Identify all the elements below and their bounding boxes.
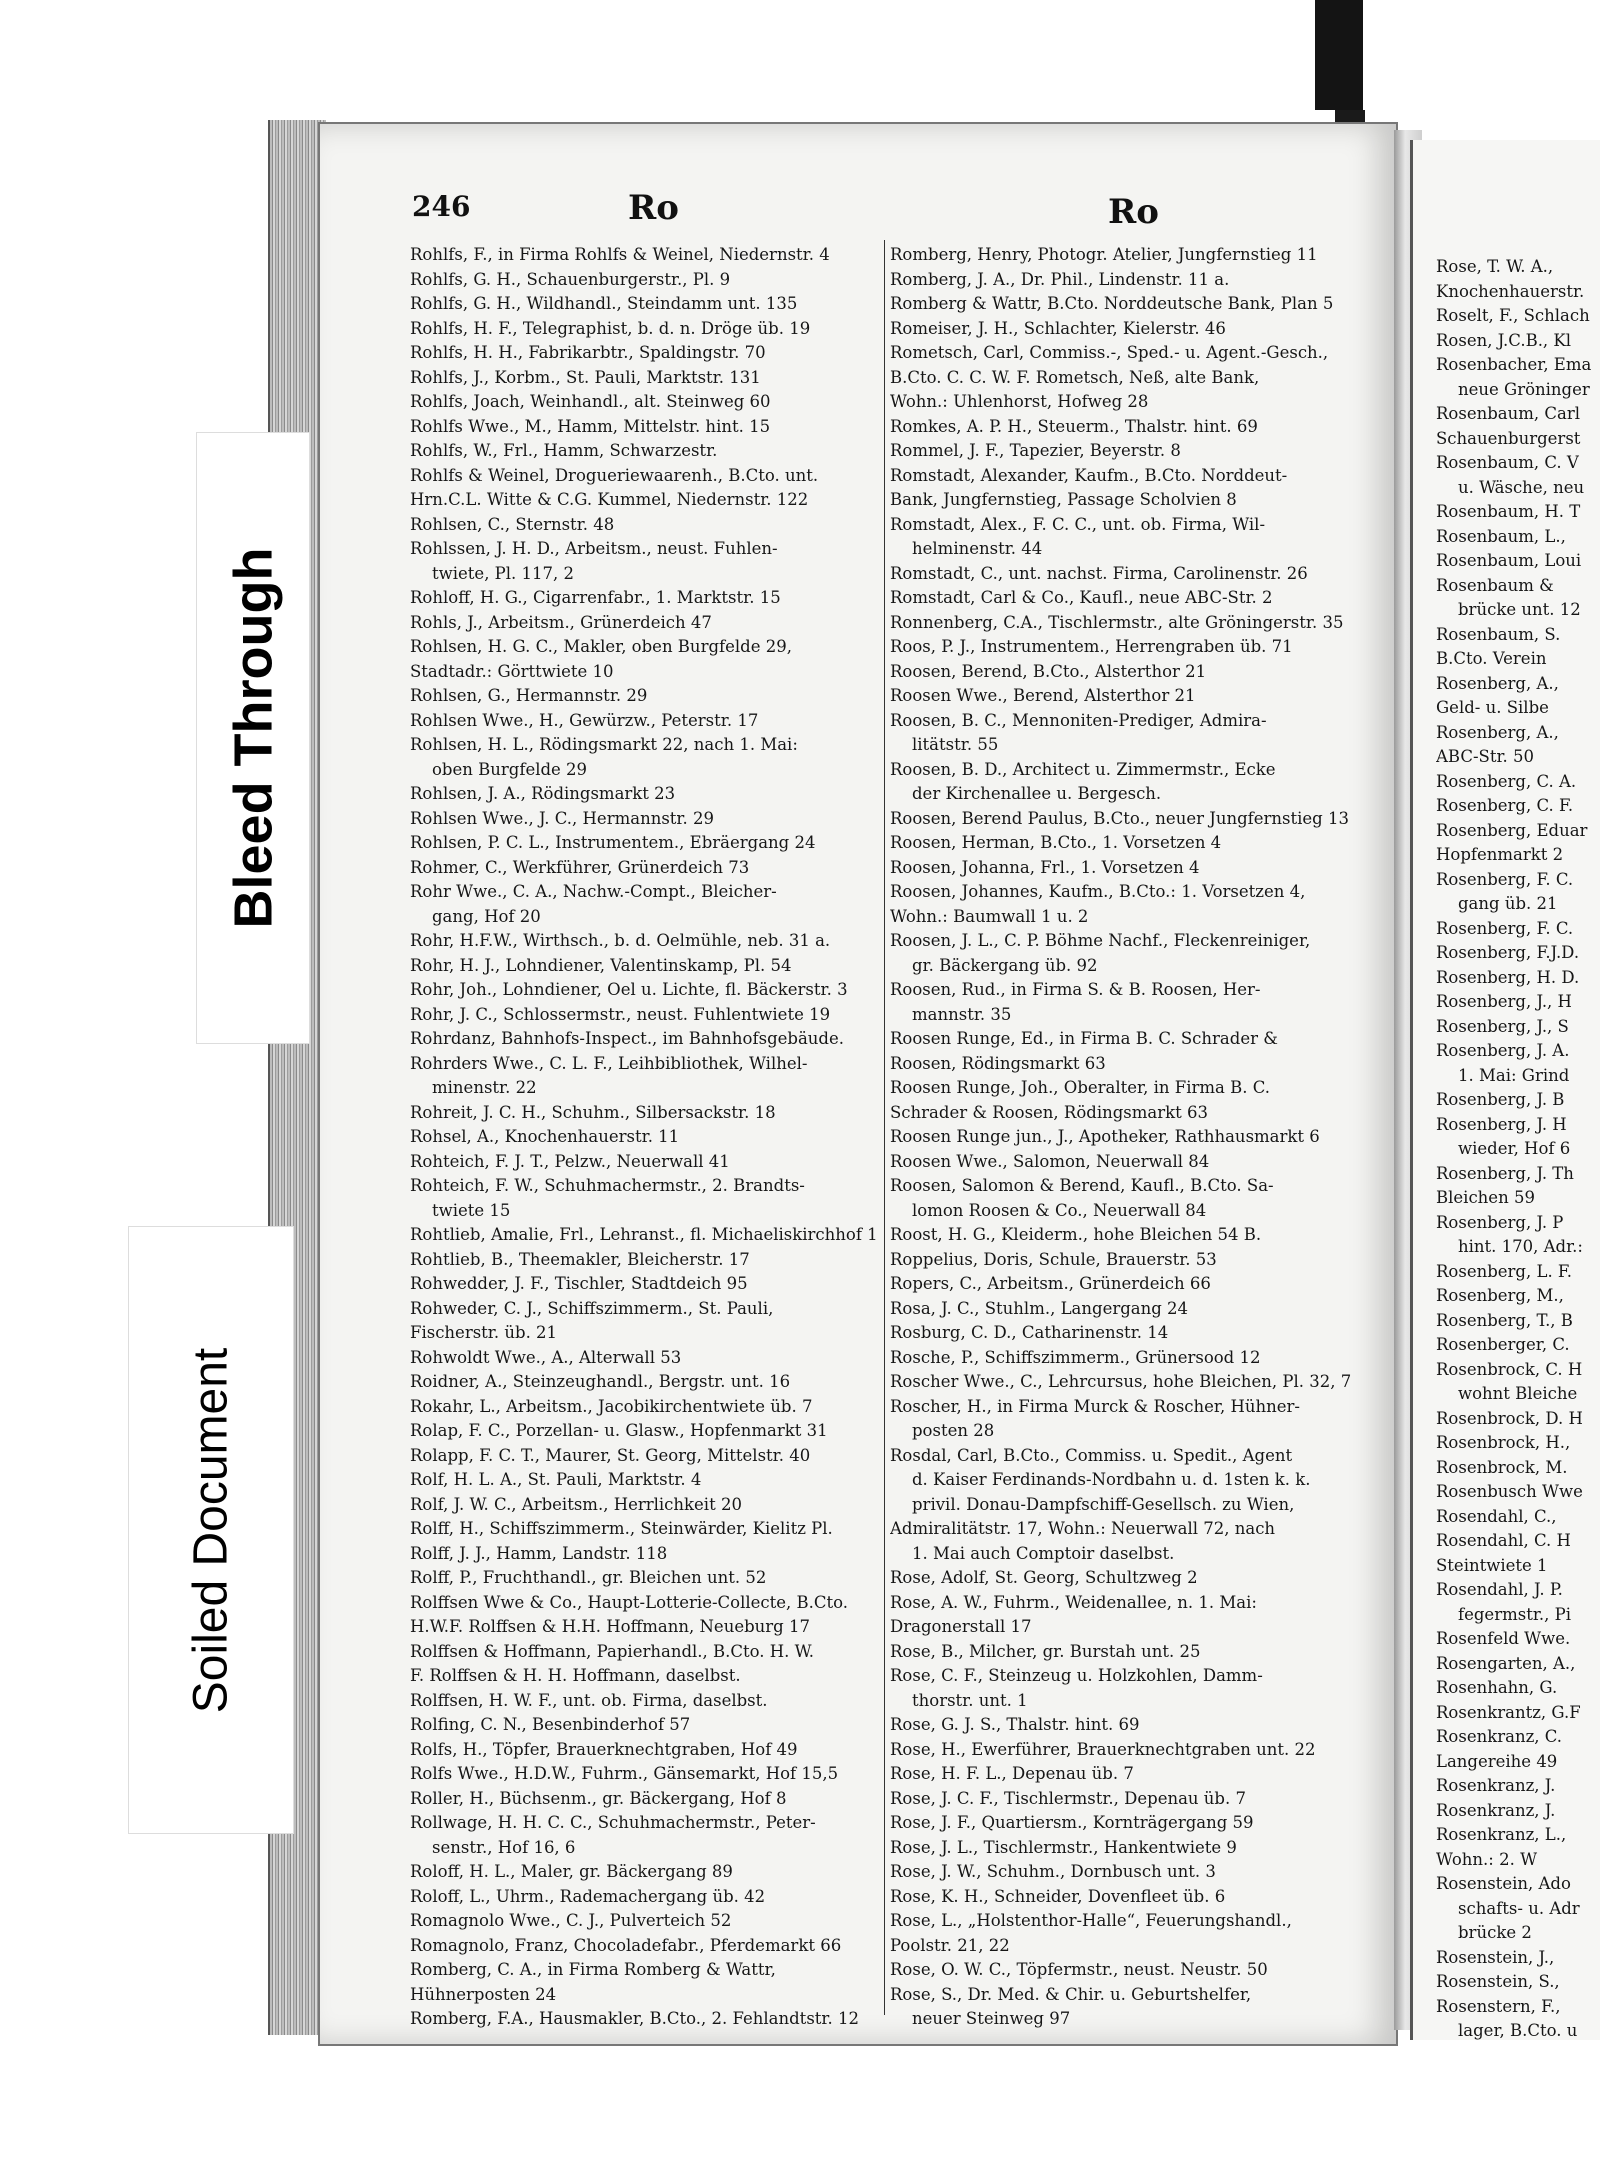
directory-entry: Romberg, F.A., Hausmakler, B.Cto., 2. Fehlandtstr. 12: [410, 2009, 859, 2028]
directory-entry: Ronnenberg, C.A., Tischlermstr., alte Gröningerstr. 35: [890, 612, 1344, 632]
directory-entry: Rolapp, F. C. T., Maurer, St. Georg, Mittelstr. 40: [410, 1445, 811, 1465]
scanner-border: [1315, 0, 1363, 110]
directory-entry: Rohsel, A., Knochenhauerstr. 11: [410, 1127, 680, 1146]
directory-entry: Romberg & Wattr, B.Cto. Norddeutsche Bank, Plan 5: [890, 294, 1334, 313]
directory-entry: 1. Mai auch Comptoir daselbst.: [912, 1543, 1175, 1563]
bleed-through-label: [196, 432, 310, 1044]
directory-entry: Rosenberg, J. H: [1436, 1114, 1567, 1134]
directory-entry: mannstr. 35: [912, 1004, 1012, 1024]
directory-entry: Roosen, Johannes, Kaufm., B.Cto.: 1. Vorsetzen 4,: [890, 882, 1306, 901]
directory-entry: 1. Mai: Grind: [1458, 1065, 1570, 1085]
directory-entry: Rosenbaum, L.,: [1436, 526, 1566, 546]
directory-entry: schafts- u. Adr: [1458, 1898, 1580, 1918]
directory-entry: Rosenberger, C.: [1436, 1335, 1570, 1354]
directory-entry: Rohlsen Wwe., J. C., Hermannstr. 29: [410, 808, 714, 828]
directory-entry: Rosenberg, J. A.: [1436, 1041, 1570, 1060]
directory-entry: Rosenbaum, Loui: [1436, 551, 1582, 570]
directory-entry: Rohlfs, Joach, Weinhandl., alt. Steinweg 60: [410, 392, 771, 411]
directory-entry: Rohlfs, J., Korbm., St. Pauli, Marktstr. 131: [410, 367, 761, 387]
directory-entry: Rosenbrock, H.,: [1436, 1433, 1571, 1452]
directory-entry: Wohn.: 2. W: [1436, 1849, 1538, 1869]
directory-entry: Rometsch, Carl, Commiss.-, Sped.- u. Agent.-Gesch.,: [890, 343, 1329, 362]
directory-entry: twiete, Pl. 117, 2: [432, 563, 575, 583]
directory-entry: gang, Hof 20: [432, 906, 541, 926]
directory-entry: Schrader & Roosen, Rödingsmarkt 63: [890, 1102, 1209, 1122]
directory-entry: Rosenbrock, D. H: [1436, 1408, 1583, 1428]
directory-entry: Rosenberg, M.,: [1436, 1286, 1564, 1305]
directory-entry: Rosenkranz, L.,: [1436, 1825, 1567, 1844]
directory-entry: Rosenbaum, H. T: [1436, 502, 1581, 521]
directory-entry: Rohrders Wwe., C. L. F., Leihbibliothek, Wilhel-: [410, 1053, 808, 1073]
directory-entry: Roosen, Salomon & Berend, Kaufl., B.Cto. Sa-: [890, 1176, 1274, 1195]
directory-entry: Rohr, H.F.W., Wirthsch., b. d. Oelmühle, neb. 31 a.: [410, 931, 831, 950]
directory-entry: Rose, B., Milcher, gr. Burstah unt. 25: [890, 1641, 1201, 1661]
directory-entry: Roosen, Berend, B.Cto., Alsterthor 21: [890, 661, 1207, 681]
directory-entry: Rohteich, F. J. T., Pelzw., Neuerwall 41: [410, 1151, 730, 1171]
right-column-header: Ro: [1108, 192, 1159, 232]
directory-entry: Rosenberg, F. C.: [1436, 869, 1574, 889]
directory-entry: Rohtlieb, B., Theemakler, Bleicherstr. 17: [410, 1249, 750, 1269]
directory-entry: Rolff, J. J., Hamm, Landstr. 118: [410, 1543, 668, 1563]
directory-entry: Ropers, C., Arbeitsm., Grünerdeich 66: [890, 1274, 1211, 1293]
directory-entry: Rolff, H., Schiffszimmerm., Steinwärder, Kielitz Pl.: [410, 1519, 833, 1538]
directory-entry: Rohtlieb, Amalie, Frl., Lehranst., fl. Michaeliskirchhof 1: [410, 1225, 878, 1244]
directory-entry: H.W.F. Rolffsen & H.H. Hoffmann, Neueburg 17: [410, 1617, 810, 1636]
directory-entry: Geld- u. Silbe: [1436, 698, 1549, 717]
directory-entry: gang üb. 21: [1458, 894, 1558, 913]
directory-entry: Rosenberg, J. Th: [1436, 1163, 1574, 1183]
directory-entry: Rosburg, C. D., Catharinenstr. 14: [890, 1323, 1169, 1342]
directory-entry: posten 28: [912, 1421, 995, 1440]
directory-entry: Rosenkranz, J.: [1436, 1800, 1556, 1820]
directory-entry: Roost, H. G., Kleiderm., hohe Bleichen 54 B.: [890, 1225, 1262, 1244]
directory-entry: Rohr Wwe., C. A., Nachw.-Compt., Bleicher-: [410, 882, 777, 901]
directory-entry: Romstadt, Alex., F. C. C., unt. ob. Firma, Wil-: [890, 514, 1266, 534]
directory-entry: Roosen, B. C., Mennoniten-Prediger, Admira-: [890, 710, 1267, 730]
directory-entry: Hopfenmarkt 2: [1436, 845, 1564, 864]
directory-entry: Romagnolo Wwe., C. J., Pulverteich 52: [410, 1911, 732, 1930]
directory-entry: Rose, H. F. L., Depenau üb. 7: [890, 1764, 1134, 1783]
directory-entry: Roppelius, Doris, Schule, Brauerstr. 53: [890, 1249, 1217, 1269]
directory-entry: Rolffsen Wwe & Co., Haupt-Lotterie-Collecte, B.Cto.: [410, 1592, 849, 1612]
directory-entry: Rosenberg, Eduar: [1436, 820, 1588, 840]
directory-entry: Wohn.: Uhlenhorst, Hofweg 28: [890, 392, 1149, 411]
directory-entry: Romkes, A. P. H., Steuerm., Thalstr. hint. 69: [890, 416, 1258, 436]
directory-entry: Romberg, C. A., in Firma Romberg & Wattr,: [410, 1960, 776, 1979]
directory-entry: Rosenberg, C. F.: [1436, 796, 1574, 815]
directory-entry: Rosendahl, J. P.: [1436, 1580, 1563, 1599]
directory-entry: Rohlfs & Weinel, Drogueriewaarenh., B.Cto. unt.: [410, 465, 819, 485]
directory-entry: wohnt Bleiche: [1458, 1384, 1578, 1403]
directory-entry: Rohr, H. J., Lohndiener, Valentinskamp, Pl. 54: [410, 955, 792, 975]
directory-entry: Rolff, P., Fruchthandl., gr. Bleichen unt. 52: [410, 1568, 767, 1587]
directory-entry: Rosenbaum, Carl: [1436, 404, 1581, 423]
directory-entry: Rose, Adolf, St. Georg, Schultzweg 2: [890, 1568, 1198, 1587]
left-column-header: Ro: [628, 188, 679, 228]
directory-entry: Rohlsen, C., Sternstr. 48: [410, 514, 615, 534]
directory-entry: Rosenberg, J. B: [1436, 1090, 1565, 1109]
directory-entry: Rose, K. H., Schneider, Dovenfleet üb. 6: [890, 1886, 1226, 1906]
directory-entry: Romberg, Henry, Photogr. Atelier, Jungfernstieg 11: [890, 245, 1318, 264]
directory-entry: senstr., Hof 16, 6: [432, 1837, 576, 1857]
directory-entry: Roscher Wwe., C., Lehrcursus, hohe Bleichen, Pl. 32, 7: [890, 1372, 1352, 1391]
directory-entry: Rosendahl, C. H: [1436, 1531, 1571, 1550]
directory-entry: Rohlsen Wwe., H., Gewürzw., Peterstr. 17: [410, 710, 759, 730]
directory-entry: litätstr. 55: [912, 735, 999, 754]
directory-entry: Wohn.: Baumwall 1 u. 2: [890, 906, 1089, 926]
directory-entry: Rose, T. W. A.,: [1436, 257, 1554, 276]
directory-entry: Rolap, F. C., Porzellan- u. Glasw., Hopfenmarkt 31: [410, 1421, 828, 1440]
directory-entry: Rohlfs, W., Frl., Hamm, Schwarzestr.: [410, 441, 718, 460]
directory-entry: Rose, L., „Holstenthor-Halle“, Feuerungshandl.,: [890, 1911, 1292, 1930]
directory-entry: Rose, J. L., Tischlermstr., Hankentwiete 9: [890, 1837, 1237, 1857]
directory-entry: Rose, H., Ewerführer, Brauerknechtgraben unt. 22: [890, 1739, 1316, 1759]
directory-entry: Rosenberg, J., S: [1436, 1016, 1569, 1036]
directory-entry: Rosenkrantz, G.F: [1436, 1702, 1581, 1722]
directory-entry: Romstadt, C., unt. nachst. Firma, Carolinenstr. 26: [890, 563, 1308, 583]
directory-entry: Rosenberg, H. D.: [1436, 967, 1580, 987]
directory-entry: Rohweder, C. J., Schiffszimmerm., St. Pauli,: [410, 1298, 774, 1318]
directory-entry: Rohmer, C., Werkführer, Grünerdeich 73: [410, 857, 750, 877]
directory-entry: Rosdal, Carl, B.Cto., Commiss. u. Spedit., Agent: [890, 1445, 1293, 1465]
directory-entry: twiete 15: [432, 1200, 511, 1220]
directory-entry: Rose, C. F., Steinzeug u. Holzkohlen, Damm-: [890, 1666, 1263, 1685]
directory-entry: B.Cto. C. C. W. F. Rometsch, Neß, alte Bank,: [890, 367, 1260, 387]
directory-entry: Rohlsen, G., Hermannstr. 29: [410, 686, 648, 705]
directory-entry: lomon Roosen & Co., Neuerwall 84: [912, 1200, 1207, 1220]
directory-entry: Rose, J. W., Schuhm., Dornbusch unt. 3: [890, 1862, 1216, 1881]
directory-entry: Dragonerstall 17: [890, 1617, 1032, 1636]
directory-entry: Rohlssen, J. H. D., Arbeitsm., neust. Fuhlen-: [410, 539, 778, 558]
directory-entry: Romagnolo, Franz, Chocoladefabr., Pferdemarkt 66: [410, 1935, 842, 1955]
directory-entry: Admiralitätstr. 17, Wohn.: Neuerwall 72, nach: [890, 1519, 1276, 1538]
directory-entry: Rosenhahn, G.: [1436, 1678, 1558, 1697]
directory-entry: Roosen, Rud., in Firma S. & B. Roosen, Her-: [890, 980, 1261, 999]
directory-entry: Rosche, P., Schiffszimmerm., Grünersood 12: [890, 1347, 1261, 1367]
directory-entry: Rosenbrock, M.: [1436, 1457, 1568, 1477]
directory-entry: Fischerstr. üb. 21: [410, 1323, 558, 1342]
directory-entry: Rosengarten, A.,: [1436, 1653, 1576, 1673]
directory-entry: Roller, H., Büchsenm., gr. Bäckergang, Hof 8: [410, 1788, 787, 1808]
directory-entry: Rose, A. W., Fuhrm., Weidenallee, n. 1. Mai:: [890, 1592, 1257, 1612]
directory-entry: Rosenstern, F.,: [1436, 1996, 1561, 2016]
directory-entry: Rosenberg, F.J.D.: [1436, 943, 1580, 962]
directory-entry: Rolf, H. L. A., St. Pauli, Marktstr. 4: [410, 1470, 702, 1489]
directory-entry: Roos, P. J., Instrumentem., Herrengraben üb. 71: [890, 637, 1293, 656]
directory-entry: Rolfing, C. N., Besenbinderhof 57: [410, 1715, 691, 1734]
directory-entry: Rolf, J. W. C., Arbeitsm., Herrlichkeit 20: [410, 1494, 742, 1514]
directory-entry: Rosenberg, F. C.: [1436, 918, 1574, 938]
directory-entry: Steintwiete 1: [1436, 1555, 1548, 1575]
directory-entry: Roosen Runge, Joh., Oberalter, in Firma B. C.: [890, 1078, 1270, 1097]
directory-entry: fegermstr., Pi: [1458, 1604, 1572, 1624]
directory-entry: Langereihe 49: [1436, 1751, 1558, 1771]
directory-entry: Rosenstein, J.,: [1436, 1947, 1555, 1967]
directory-entry: Rohlsen, J. A., Rödingsmarkt 23: [410, 784, 676, 803]
bleed-through-label-text: Bleed Through: [223, 547, 284, 929]
directory-entry: Rosenbusch Wwe: [1436, 1482, 1583, 1501]
directory-entry: Rosendahl, C.,: [1436, 1506, 1557, 1526]
directory-entry: Rosa, J. C., Stuhlm., Langergang 24: [890, 1298, 1189, 1318]
directory-entry: Rohlsen, P. C. L., Instrumentem., Ebräergang 24: [410, 833, 816, 852]
directory-entry: Rolffsen, H. W. F., unt. ob. Firma, daselbst.: [410, 1690, 768, 1710]
directory-entry: Rohlsen, H. L., Rödingsmarkt 22, nach 1. Mai:: [410, 735, 798, 754]
directory-entry: Rolffsen & Hoffmann, Papierhandl., B.Cto. H. W.: [410, 1641, 814, 1661]
directory-entry: Rollwage, H. H. C. C., Schuhmachermstr., Peter-: [410, 1813, 816, 1832]
directory-entry: Roosen, J. L., C. P. Böhme Nachf., Fleckenreiniger,: [890, 931, 1311, 950]
directory-entry: Roscher, H., in Firma Murck & Roscher, Hühner-: [890, 1396, 1300, 1416]
directory-entry: Rohlfs Wwe., M., Hamm, Mittelstr. hint. 15: [410, 416, 771, 436]
directory-entry: Rohlfs, H. H., Fabrikarbtr., Spaldingstr. 70: [410, 343, 766, 362]
directory-entry: Roosen Runge, Ed., in Firma B. C. Schrader &: [890, 1029, 1278, 1048]
directory-entry: Roloff, H. L., Maler, gr. Bäckergang 89: [410, 1862, 733, 1881]
directory-entry: Rosenberg, L. F.: [1436, 1261, 1573, 1281]
directory-entry: Rosenbacher, Ema: [1436, 355, 1592, 374]
directory-entry: Rosenfeld Wwe.: [1436, 1629, 1571, 1648]
directory-entry: Roosen, Herman, B.Cto., 1. Vorsetzen 4: [890, 833, 1222, 852]
directory-entry: Rosenstein, Ado: [1436, 1874, 1571, 1893]
directory-entry: Rohloff, H. G., Cigarrenfabr., 1. Marktstr. 15: [410, 588, 781, 607]
directory-entry: Rosenberg, A.,: [1436, 722, 1559, 742]
directory-entry: brücke unt. 12: [1458, 600, 1581, 619]
directory-entry: Rohlfs, H. F., Telegraphist, b. d. n. Dröge üb. 19: [410, 318, 811, 338]
directory-entry: Rohlsen, H. G. C., Makler, oben Burgfelde 29,: [410, 637, 792, 656]
directory-entry: Romberg, J. A., Dr. Phil., Lindenstr. 11 a.: [890, 269, 1230, 289]
directory-entry: Rohreit, J. C. H., Schuhm., Silbersackstr. 18: [410, 1102, 776, 1122]
directory-entry: minenstr. 22: [432, 1078, 537, 1097]
directory-entry: Romstadt, Alexander, Kaufm., B.Cto. Norddeut-: [890, 465, 1288, 485]
directory-entry: Bleichen 59: [1436, 1188, 1535, 1207]
directory-entry: ABC-Str. 50: [1436, 747, 1535, 766]
directory-entry: Rose, G. J. S., Thalstr. hint. 69: [890, 1715, 1140, 1734]
directory-entry: B.Cto. Verein: [1436, 649, 1547, 668]
directory-entry: Rosenberg, C. A.: [1436, 771, 1577, 791]
soiled-document-label-text: Soiled Document: [184, 1347, 238, 1713]
directory-entry: Rohrdanz, Bahnhofs-Inspect., im Bahnhofsgebäude.: [410, 1029, 844, 1048]
directory-entry: Rolfs Wwe., H.D.W., Fuhrm., Gänsemarkt, Hof 15,5: [410, 1764, 839, 1783]
directory-entry: Rosenberg, J., H: [1436, 992, 1572, 1011]
directory-entry: F. Rolffsen & H. H. Hoffmann, daselbst.: [410, 1666, 741, 1685]
directory-entry: Rose, J. C. F., Tischlermstr., Depenau üb. 7: [890, 1788, 1246, 1808]
directory-entry: Rosenbaum, C. V: [1436, 453, 1579, 472]
directory-entry: Rosenkranz, C.: [1436, 1727, 1563, 1746]
right-column: [890, 243, 1388, 2032]
directory-entry: Roosen, Rödingsmarkt 63: [890, 1053, 1106, 1073]
directory-entry: Rosenberg, J. P: [1436, 1212, 1564, 1232]
directory-entry: Roosen Wwe., Berend, Alsterthor 21: [890, 686, 1196, 705]
directory-entry: Schauenburgerst: [1436, 428, 1581, 448]
directory-entry: oben Burgfelde 29: [432, 759, 588, 779]
directory-entry: lager, B.Cto. u: [1458, 2021, 1578, 2040]
directory-entry: Rose, S., Dr. Med. & Chir. u. Geburtshelfer,: [890, 1984, 1252, 2004]
directory-entry: Rolfs, H., Töpfer, Brauerknechtgraben, Hof 49: [410, 1739, 798, 1759]
directory-entry: Rohwoldt Wwe., A., Alterwall 53: [410, 1347, 682, 1367]
directory-entry: Rose, O. W. C., Töpfermstr., neust. Neustr. 50: [890, 1960, 1268, 1979]
directory-entry: Roosen, Johanna, Frl., 1. Vorsetzen 4: [890, 857, 1200, 877]
directory-entry: Rohlfs, G. H., Schauenburgerstr., Pl. 9: [410, 269, 731, 289]
directory-entry: Rosenkranz, J.: [1436, 1776, 1556, 1795]
directory-entry: d. Kaiser Ferdinands-Nordbahn u. d. 1sten k. k.: [912, 1470, 1311, 1489]
directory-entry: Romstadt, Carl & Co., Kaufl., neue ABC-Str. 2: [890, 588, 1273, 607]
directory-entry: Roosen, B. D., Architect u. Zimmermstr., Ecke: [890, 759, 1276, 779]
directory-entry: Rohr, Joh., Lohndiener, Oel u. Lichte, fl. Bäckerstr. 3: [410, 980, 848, 999]
directory-entry: wieder, Hof 6: [1458, 1139, 1571, 1158]
directory-entry: Roloff, L., Uhrm., Rademachergang üb. 42: [410, 1886, 766, 1906]
directory-entry: Hühnerposten 24: [410, 1984, 557, 2004]
directory-entry: Rokahr, L., Arbeitsm., Jacobikirchentwiete üb. 7: [410, 1396, 813, 1416]
directory-entry: privil. Donau-Dampfschiff-Gesellsch. zu Wien,: [912, 1494, 1295, 1514]
directory-entry: Rohr, J. C., Schlossermstr., neust. Fuhlentwiete 19: [410, 1004, 831, 1024]
directory-entry: Rohwedder, J. F., Tischler, Stadtdeich 95: [410, 1274, 748, 1293]
directory-entry: Knochenhauerstr.: [1436, 281, 1585, 301]
left-column: [410, 243, 888, 2032]
directory-entry: Romeiser, J. H., Schlachter, Kielerstr. 46: [890, 318, 1226, 338]
directory-entry: Rosenberg, T., B: [1436, 1310, 1573, 1330]
directory-entry: Poolstr. 21, 22: [890, 1935, 1010, 1955]
directory-entry: Rosenbrock, C. H: [1436, 1359, 1583, 1379]
directory-entry: Rommel, J. F., Tapezier, Beyerstr. 8: [890, 441, 1181, 460]
next-page-column: [1436, 255, 1600, 2044]
directory-entry: Roosen, Berend Paulus, B.Cto., neuer Jungfernstieg 13: [890, 808, 1349, 828]
directory-entry: Roosen Wwe., Salomon, Neuerwall 84: [890, 1151, 1210, 1171]
directory-entry: thorstr. unt. 1: [912, 1690, 1028, 1710]
directory-entry: Bank, Jungfernstieg, Passage Scholvien 8: [890, 490, 1237, 509]
directory-entry: brücke 2: [1458, 1923, 1532, 1942]
directory-entry: helminenstr. 44: [912, 539, 1043, 558]
directory-entry: u. Wäsche, neu: [1458, 477, 1585, 497]
directory-entry: Rosenberg, A.,: [1436, 673, 1559, 693]
directory-entry: hint. 170, Adr.:: [1458, 1237, 1583, 1256]
directory-entry: Roselt, F., Schlach: [1436, 306, 1590, 325]
directory-entry: Rohteich, F. W., Schuhmachermstr., 2. Brandts-: [410, 1176, 805, 1195]
directory-entry: Rosenbaum &: [1436, 575, 1554, 595]
directory-entry: Rosenbaum, S.: [1436, 624, 1561, 644]
soiled-document-label: [128, 1226, 294, 1834]
page-number: 246: [412, 190, 471, 223]
directory-entry: Roosen Runge jun., J., Apotheker, Rathhausmarkt 6: [890, 1127, 1320, 1146]
directory-entry: der Kirchenallee u. Bergesch.: [912, 784, 1162, 803]
directory-entry: neuer Steinweg 97: [912, 2009, 1071, 2028]
directory-entry: Rose, J. F., Quartiersm., Kornträgergang 59: [890, 1813, 1254, 1832]
directory-entry: Roidner, A., Steinzeughandl., Bergstr. unt. 16: [410, 1372, 791, 1391]
directory-entry: Rohlfs, F., in Firma Rohlfs & Weinel, Niedernstr. 4: [410, 245, 830, 264]
directory-entry: Rosen, J.C.B., Kl: [1436, 330, 1572, 350]
directory-entry: Rohlfs, G. H., Wildhandl., Steindamm unt. 135: [410, 294, 798, 313]
directory-entry: Stadtadr.: Görttwiete 10: [410, 661, 614, 681]
directory-entry: Rohls, J., Arbeitsm., Grünerdeich 47: [410, 612, 712, 632]
directory-entry: neue Gröninger: [1458, 379, 1590, 399]
directory-entry: gr. Bäckergang üb. 92: [912, 955, 1098, 975]
directory-entry: Hrn.C.L. Witte & C.G. Kummel, Niedernstr. 122: [410, 490, 809, 509]
directory-entry: Rosenstein, S.,: [1436, 1972, 1560, 1991]
